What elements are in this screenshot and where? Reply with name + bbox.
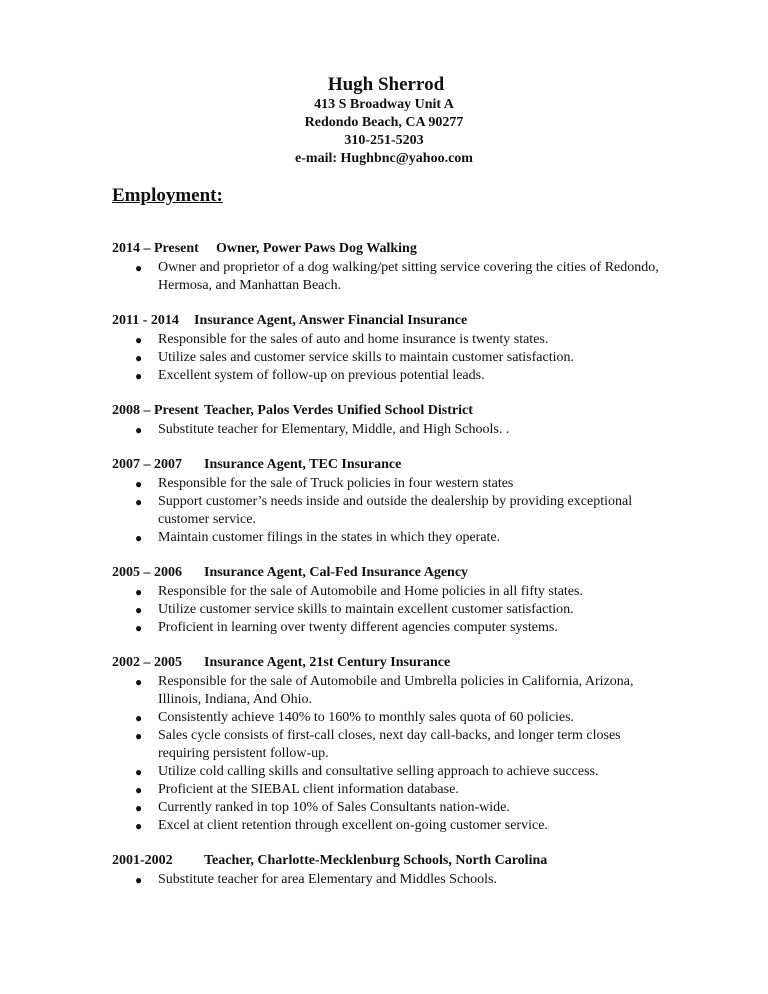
job-dates: 2001-2002 [112, 853, 173, 868]
job-bullet-text: Currently ranked in top 10% of Sales Consultants nation-wide. [158, 800, 510, 815]
job-bullet [112, 367, 672, 385]
bullet-dot-icon: ● [135, 423, 143, 437]
job-bullet-list [112, 871, 672, 889]
job-entry [112, 456, 672, 547]
job-bullet [112, 601, 672, 619]
email-address: e-mail: Hughbnc@yahoo.com [295, 151, 473, 166]
bullet-dot-icon: ● [135, 369, 143, 383]
job-bullet [112, 493, 672, 529]
job-bullet-text: Responsible for the sale of Automobile and Home policies in all fifty states. [158, 584, 583, 599]
job-bullet-list [112, 259, 672, 295]
job-title: Insurance Agent, TEC Insurance [204, 457, 402, 472]
bullet-dot-icon: ● [135, 333, 143, 347]
bullet-dot-icon: ● [135, 801, 143, 815]
job-heading [112, 852, 672, 870]
job-bullet-text: Proficient at the SIEBAL client information database. [158, 782, 459, 797]
bullet-dot-icon: ● [135, 261, 143, 275]
job-bullet-text: Utilize customer service skills to maintain excellent customer satisfaction. [158, 602, 574, 617]
job-bullet [112, 673, 672, 709]
job-bullet [112, 781, 672, 799]
job-title: Teacher, Palos Verdes Unified School District [204, 403, 473, 418]
job-heading [112, 654, 672, 672]
bullet-dot-icon: ● [135, 621, 143, 635]
job-bullet-text: Maintain customer filings in the states in which they operate. [158, 530, 501, 545]
job-title: Owner, Power Paws Dog Walking [216, 241, 417, 256]
bullet-dot-icon: ● [135, 711, 143, 725]
job-bullet-list [112, 673, 672, 835]
job-entry [112, 564, 672, 637]
job-bullet [112, 583, 672, 601]
job-title: Insurance Agent, Cal-Fed Insurance Agency [204, 565, 469, 580]
job-entry [112, 240, 672, 295]
job-bullet [112, 709, 672, 727]
bullet-dot-icon: ● [135, 603, 143, 617]
job-bullet-text: Utilize cold calling skills and consultative selling approach to achieve success. [158, 764, 599, 779]
job-bullet-text: Excellent system of follow-up on previous potential leads. [158, 368, 485, 383]
job-bullet-text: Excel at client retention through excellent on-going customer service. [158, 818, 548, 833]
job-bullet-list [112, 331, 672, 385]
job-bullet-text: Responsible for the sale of Automobile and Umbrella policies in California, Arizona, Illinois, Indiana, And Ohio. [158, 674, 634, 707]
job-dates: 2008 – Present [112, 403, 199, 418]
job-title: Insurance Agent, Answer Financial Insurance [194, 313, 468, 328]
bullet-dot-icon: ● [135, 477, 143, 491]
resume-header [0, 74, 768, 168]
job-entry [112, 402, 672, 439]
bullet-dot-icon: ● [135, 819, 143, 833]
section-title-employment: Employment: [112, 185, 223, 206]
job-bullet-text: Support customer’s needs inside and outside the dealership by providing exceptional customer service. [158, 494, 633, 527]
job-bullet [112, 817, 672, 835]
phone-number: 310-251-5203 [344, 133, 424, 148]
job-heading [112, 402, 672, 420]
job-bullet [112, 331, 672, 349]
address-line-2: Redondo Beach, CA 90277 [304, 115, 464, 130]
bullet-dot-icon: ● [135, 729, 143, 743]
job-bullet-text: Utilize sales and customer service skills to maintain customer satisfaction. [158, 350, 575, 365]
bullet-dot-icon: ● [135, 783, 143, 797]
job-entry [112, 852, 672, 889]
bullet-dot-icon: ● [135, 873, 143, 887]
job-bullet [112, 871, 672, 889]
job-entry [112, 654, 672, 835]
job-bullet [112, 619, 672, 637]
job-title: Teacher, Charlotte-Mecklenburg Schools, North Carolina [204, 853, 548, 868]
bullet-dot-icon: ● [135, 531, 143, 545]
bullet-dot-icon: ● [135, 351, 143, 365]
job-heading [112, 240, 672, 258]
address-line-1: 413 S Broadway Unit A [314, 97, 454, 112]
job-bullet [112, 259, 672, 295]
job-bullet-text: Substitute teacher for Elementary, Middle, and High Schools. . [158, 422, 510, 437]
bullet-dot-icon: ● [135, 585, 143, 599]
job-bullet [112, 421, 672, 439]
job-dates: 2005 – 2006 [112, 565, 182, 580]
bullet-dot-icon: ● [135, 495, 143, 509]
job-bullet-text: Sales cycle consists of first-call closes, next day call-backs, and longer term closes requiring persistent follow-up. [158, 728, 621, 761]
job-dates: 2002 – 2005 [112, 655, 182, 670]
job-entry [112, 312, 672, 385]
job-bullet-text: Substitute teacher for area Elementary and Middles Schools. [158, 872, 498, 887]
job-bullet [112, 475, 672, 493]
employment-list [112, 240, 672, 906]
bullet-dot-icon: ● [135, 765, 143, 779]
job-bullet-list [112, 583, 672, 637]
job-dates: 2007 – 2007 [112, 457, 182, 472]
job-bullet-text: Proficient in learning over twenty different agencies computer systems. [158, 620, 558, 635]
job-bullet-text: Responsible for the sale of Truck policies in four western states [158, 476, 514, 491]
job-title: Insurance Agent, 21st Century Insurance [204, 655, 451, 670]
job-bullet [112, 529, 672, 547]
job-bullet-text: Consistently achieve 140% to 160% to monthly sales quota of 60 policies. [158, 710, 575, 725]
job-bullet [112, 763, 672, 781]
job-bullet [112, 799, 672, 817]
bullet-dot-icon: ● [135, 675, 143, 689]
job-heading [112, 564, 672, 582]
job-bullet [112, 349, 672, 367]
job-bullet-text: Owner and proprietor of a dog walking/pet sitting service covering the cities of Redondo, Hermosa, and Manhattan Beach. [158, 260, 659, 293]
job-bullet [112, 727, 672, 763]
job-dates: 2011 - 2014 [112, 313, 179, 328]
candidate-name: Hugh Sherrod [327, 74, 445, 95]
job-heading [112, 312, 672, 330]
job-bullet-list [112, 421, 672, 439]
job-heading [112, 456, 672, 474]
job-bullet-text: Responsible for the sales of auto and home insurance is twenty states. [158, 332, 549, 347]
job-dates: 2014 – Present [112, 241, 199, 256]
job-bullet-list [112, 475, 672, 547]
